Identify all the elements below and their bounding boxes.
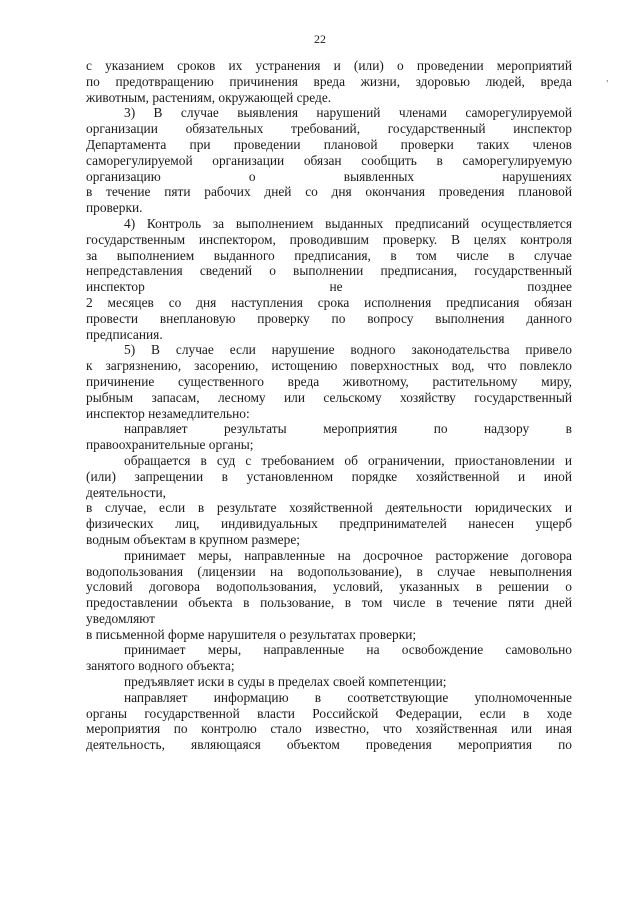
text-line: 5) В случае если нарушение водного законодательства привело bbox=[124, 342, 572, 358]
text-line: занятого водного объекта; bbox=[86, 658, 235, 674]
document-body bbox=[86, 58, 572, 753]
text-line: предоставлении объекта в пользование, в том числе в течение пяти дней bbox=[86, 595, 572, 611]
text-line: за выполнением выданного предписания, в том числе в случае bbox=[86, 247, 572, 263]
scan-mark: , bbox=[606, 72, 609, 84]
text-line: в письменной форме нарушителя о результатах проверки; bbox=[86, 626, 417, 642]
page-number: 22 bbox=[314, 32, 326, 46]
text-line: условий договора водопользования, условий, указанных в решении о bbox=[86, 579, 572, 595]
text-line: проверки. bbox=[86, 200, 143, 216]
text-line: с указанием сроков их устранения и (или) о проведении мероприятий bbox=[86, 58, 572, 73]
text-line: 3) В случае выявления нарушений членами саморегулируемой bbox=[124, 105, 572, 121]
text-line: органы государственной власти Российской Федерации, если в ходе bbox=[86, 705, 572, 721]
text-line: уведомляют bbox=[86, 610, 155, 626]
text-line: инспектор не позднее bbox=[86, 279, 572, 295]
text-line: к загрязнению, засорению, истощению поверхностных вод, что повлекло bbox=[86, 358, 572, 374]
text-line: направляет информацию в соответствующие уполномоченные bbox=[124, 689, 572, 705]
text-line: деятельности, bbox=[86, 484, 167, 500]
text-line: правоохранительные органы; bbox=[86, 437, 254, 453]
text-line: принимает меры, направленные на освобождение самовольно bbox=[124, 642, 572, 658]
text-line: предписания. bbox=[86, 326, 163, 342]
text-line: рыбным запасам, лесному или сельскому хозяйству государственный bbox=[86, 389, 572, 405]
text-line: 2 месяцев со дня наступления срока исполнения предписания обязан bbox=[86, 294, 572, 310]
text-line: по предотвращению причинения вреда жизни, здоровью людей, вреда bbox=[86, 73, 572, 89]
text-line: причинение существенного вреда животному, растительному миру, bbox=[86, 373, 572, 389]
text-line: 4) Контроль за выполнением выданных предписаний осуществляется bbox=[124, 215, 572, 231]
text-line: направляет результаты мероприятия по надзору в bbox=[124, 421, 572, 437]
text-line: организацию о выявленных нарушениях bbox=[86, 168, 572, 184]
text-line: физических лиц, индивидуальных предпринимателей нанесен ущерб bbox=[86, 516, 572, 532]
text-line: принимает меры, направленные на досрочное расторжение договора bbox=[124, 547, 572, 563]
text-line: организации обязательных требований, государственный инспектор bbox=[86, 121, 572, 137]
text-line: предъявляет иски в суды в пределах своей компетенции; bbox=[124, 674, 447, 690]
text-line: водным объектам в крупном размере; bbox=[86, 531, 300, 547]
text-line: непредставления сведений о выполнении предписания, государственный bbox=[86, 263, 572, 279]
text-line: мероприятия по контролю стало известно, что хозяйственная или иная bbox=[86, 721, 572, 737]
text-line: деятельность, являющаяся объектом проведения мероприятия по bbox=[86, 737, 572, 753]
text-line: животным, растениям, окружающей среде. bbox=[86, 89, 332, 105]
text-line: в течение пяти рабочих дней со дня окончания проведения плановой bbox=[86, 184, 572, 200]
text-line: (или) запрещении в установленном порядке хозяйственной и иной bbox=[86, 468, 572, 484]
text-line: водопользования (лицензии на водопользование), в случае невыполнения bbox=[86, 563, 572, 579]
text-line: государственным инспектором, проводившим проверку. В целях контроля bbox=[86, 231, 572, 247]
text-line: обращается в суд с требованием об ограничении, приостановлении и bbox=[124, 452, 572, 468]
text-line: Департамента при проведении плановой проверки таких членов bbox=[86, 136, 572, 152]
text-line: провести внеплановую проверку по вопросу выполнения данного bbox=[86, 310, 572, 326]
text-line: инспектор незамедлительно: bbox=[86, 405, 250, 421]
text-line: саморегулируемой организации обязан сообщить в саморегулируемую bbox=[86, 152, 572, 168]
text-line: в случае, если в результате хозяйственной деятельности юридических и bbox=[86, 500, 572, 516]
